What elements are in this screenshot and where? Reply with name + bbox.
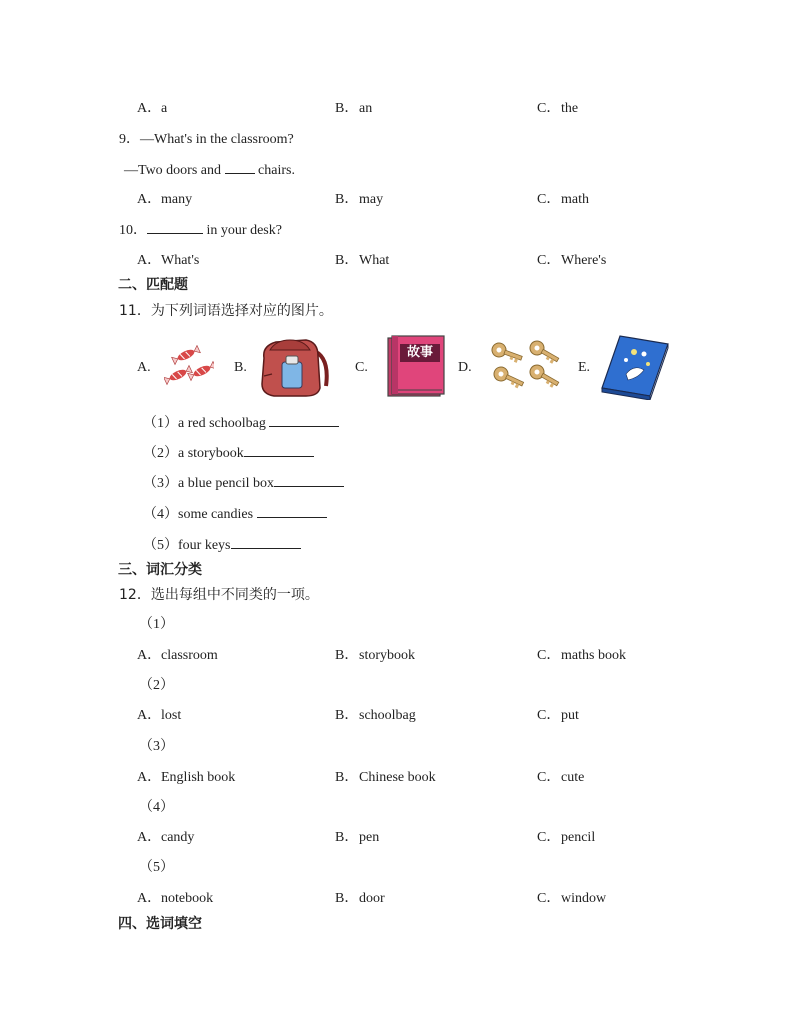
q12-g3-option-a[interactable]: A．English book [137,770,236,785]
keys-image [487,338,561,398]
q12-g5-option-b[interactable]: B．door [335,891,385,906]
q10-option-c[interactable]: C．Where's [537,253,607,268]
schoolbag-image [256,336,332,398]
q12-g1-option-c[interactable]: C．maths book [537,648,626,663]
q12-g2-option-b[interactable]: B．schoolbag [335,708,416,723]
candy-icon [164,345,214,390]
image-label-d: D. [458,360,472,375]
q11-item-4: （4）some candies [143,505,327,524]
q10-blank[interactable] [147,221,203,234]
q12-g5-option-c[interactable]: C．window [537,891,607,906]
q10-option-a[interactable]: A．What's [137,253,200,268]
q9-options [0,191,794,211]
q12-group-1-options [0,647,794,667]
q11-blank-3[interactable] [274,474,344,487]
section3-heading: 三、词汇分类 [118,562,202,578]
candies-image [164,345,214,390]
q12-g3-option-b[interactable]: B．Chinese book [335,770,436,785]
q9-answer-line: —Two doors and chairs. [124,163,295,178]
q12-group-4-options [0,829,794,849]
q8-option-c[interactable]: C．the [537,101,579,116]
q12-g1-option-a[interactable]: A．classroom [137,648,218,663]
q12-g5-option-a[interactable]: A．notebook [137,891,214,906]
image-label-c: C. [355,360,368,375]
image-label-e: E. [578,360,591,375]
section2-heading: 二、匹配题 [118,277,188,293]
q12-group-2-options [0,707,794,727]
q8-option-b[interactable]: B．an [335,101,373,116]
q10-question: 10． in your desk? [119,223,282,238]
section4-heading: 四、选词填空 [118,916,202,932]
q12-g4-option-a[interactable]: A．candy [137,830,195,845]
q12-group-3-options [0,769,794,789]
q12-prompt: 12．选出每组中不同类的一项。 [119,587,319,603]
storybook-image [384,334,446,398]
storybook-cover-text: 故事 [406,345,433,360]
q10-options [0,252,794,272]
q9-option-b[interactable]: B．may [335,192,384,207]
pencil-box-icon [598,334,670,400]
q12-g1-option-b[interactable]: B．storybook [335,648,415,663]
q12-group-3-label: （3） [139,739,174,754]
q11-blank-2[interactable] [244,444,314,457]
q8-option-a[interactable]: A．a [137,101,168,116]
q11-blank-5[interactable] [231,536,301,549]
q12-group-5-label: （5） [139,860,174,875]
q12-group-4-label: （4） [139,800,174,815]
q11-blank-4[interactable] [257,505,327,518]
q11-blank-1[interactable] [269,414,339,427]
q12-g4-option-b[interactable]: B．pen [335,830,380,845]
q11-item-2: （2）a storybook [143,444,314,463]
q11-item-5: （5）four keys [143,536,301,555]
q12-g3-option-c[interactable]: C．cute [537,770,585,785]
q11-item-3: （3）a blue pencil box [143,474,344,493]
q11-prompt: 11．为下列词语选择对应的图片。 [119,303,333,319]
pencil-box-image [598,334,670,400]
q12-group-1-label: （1） [139,617,174,632]
q12-group-2-label: （2） [139,678,174,693]
key-icon [487,338,561,398]
q9-option-c[interactable]: C．math [537,192,589,207]
q12-g2-option-a[interactable]: A．lost [137,708,182,723]
q12-g2-option-c[interactable]: C．put [537,708,579,723]
q12-g4-option-c[interactable]: C．pencil [537,830,596,845]
image-label-b: B. [234,360,247,375]
schoolbag-icon [256,336,332,398]
image-label-a: A. [137,360,151,375]
q9-blank[interactable] [225,161,255,174]
q9-option-a[interactable]: A．many [137,192,193,207]
q10-option-b[interactable]: B．What [335,253,390,268]
q9-question: 9．—What's in the classroom? [119,132,294,147]
q11-item-1: （1）a red schoolbag [143,414,339,433]
q8-options [0,100,794,120]
q12-group-5-options [0,890,794,910]
